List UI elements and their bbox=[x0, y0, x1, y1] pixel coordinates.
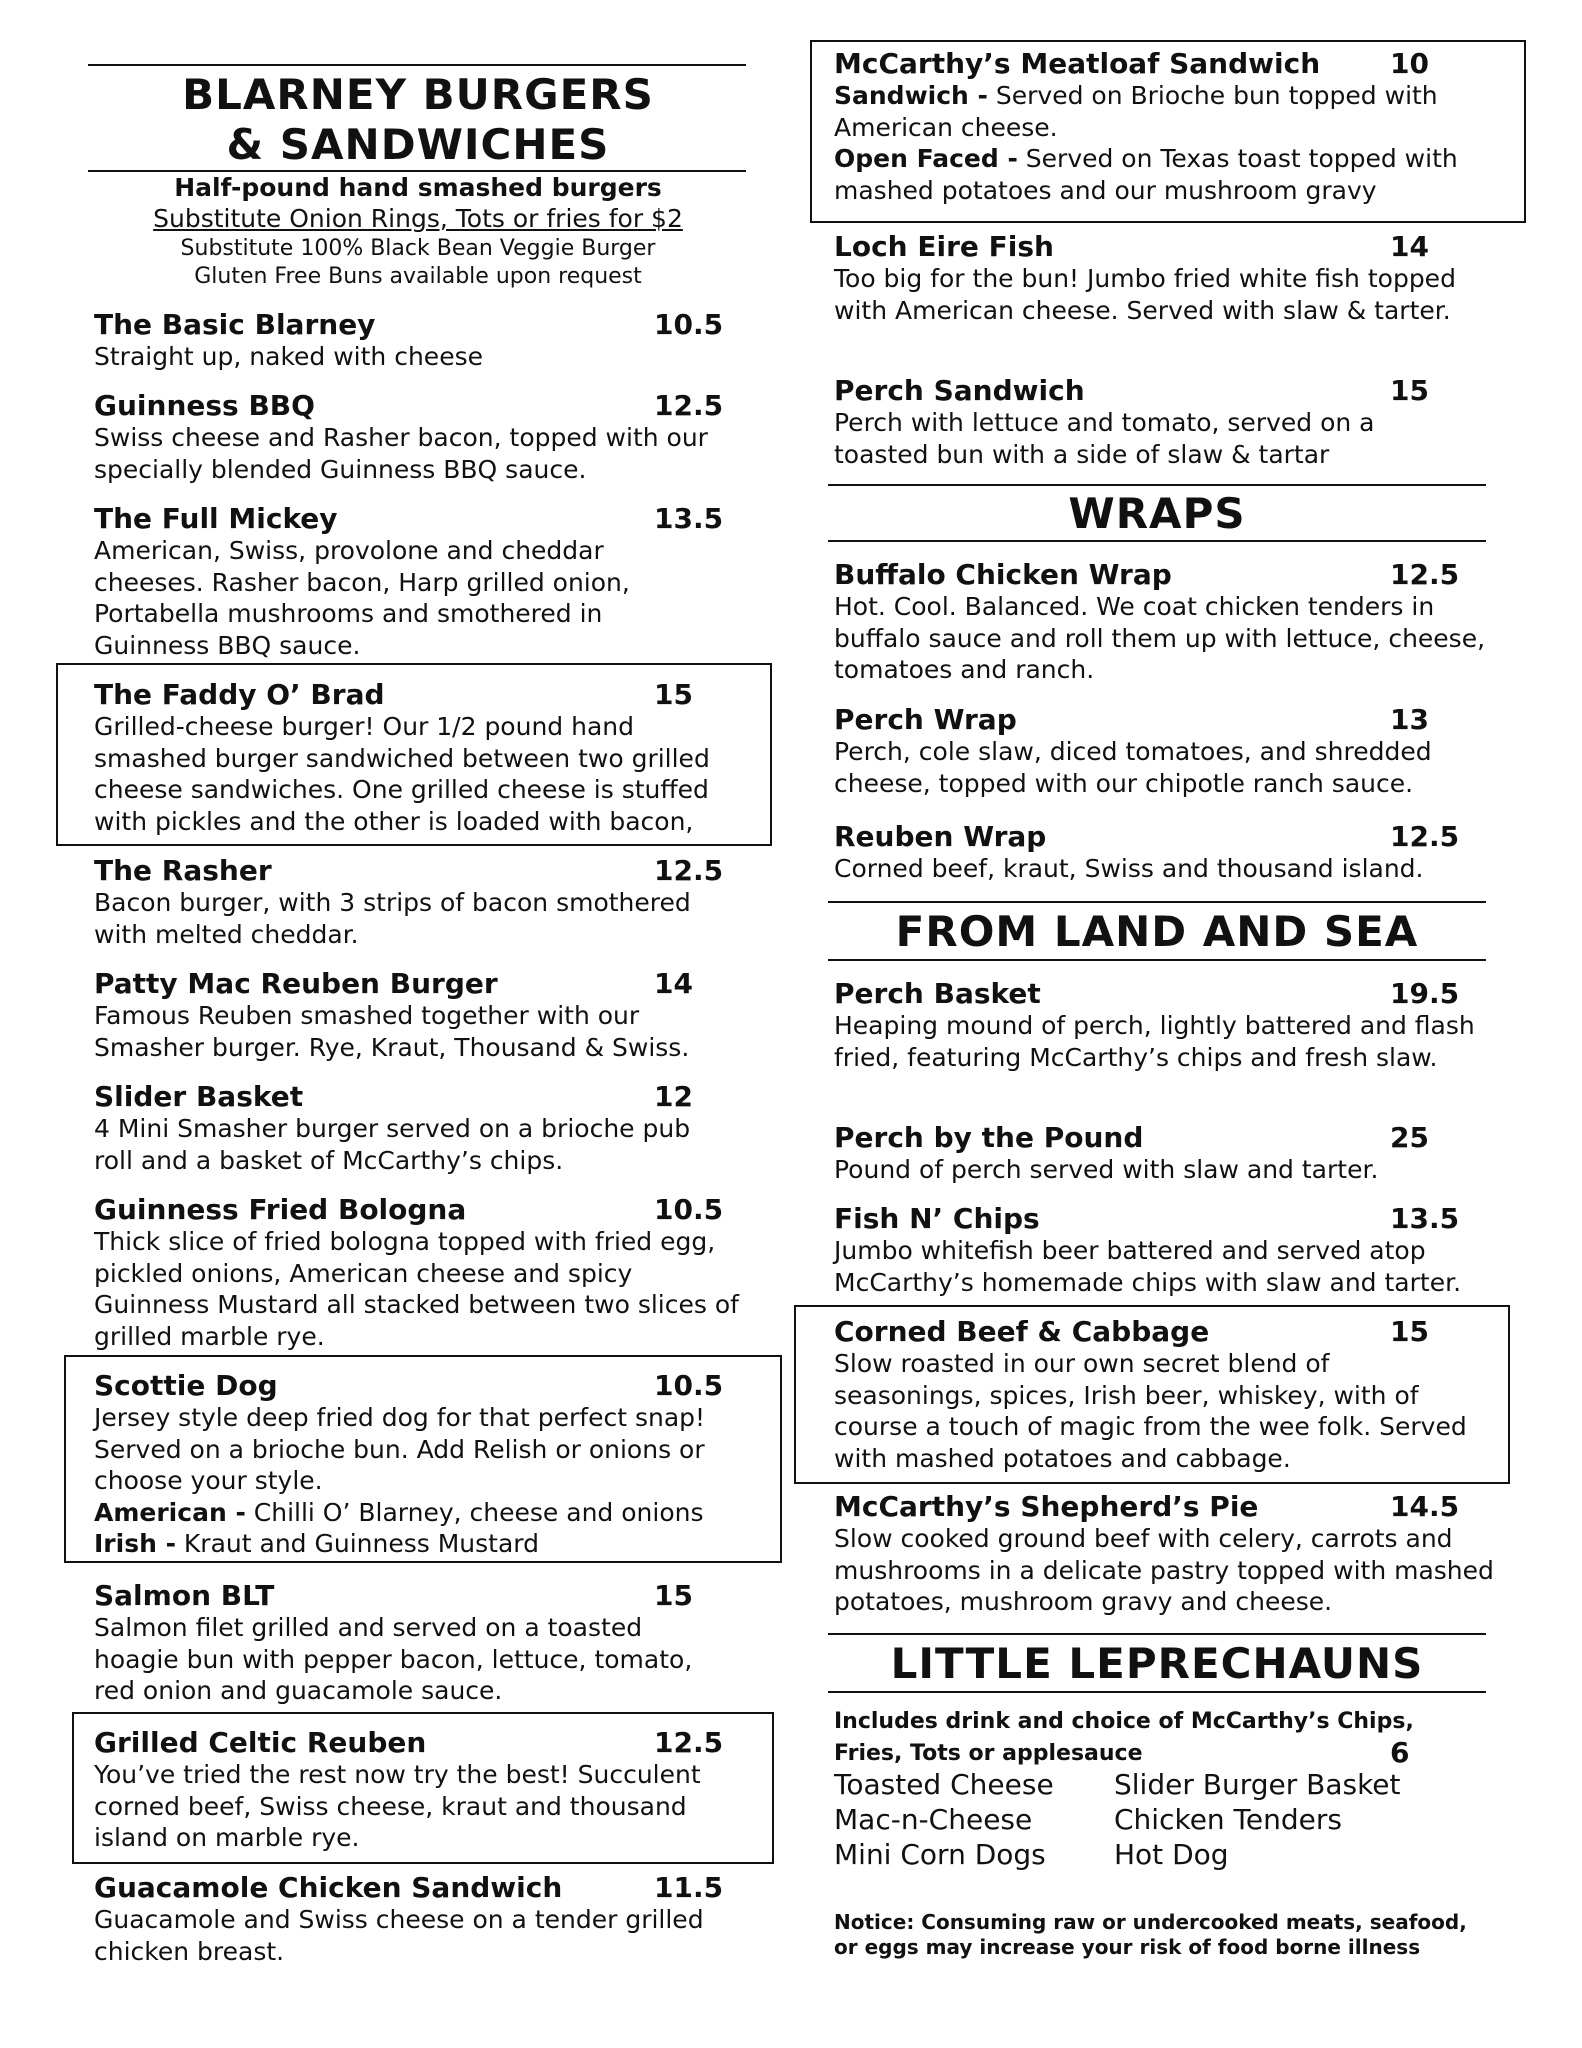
item-name: Slider Basket bbox=[94, 1080, 304, 1113]
item-name: The Full Mickey bbox=[94, 502, 338, 535]
item-description: Corned beef, kraut, Swiss and thousand island. bbox=[834, 854, 1424, 883]
item-name: The Faddy O’ Brad bbox=[94, 678, 385, 711]
menu-item-guacamole-chicken bbox=[94, 1871, 744, 1967]
item-description: Swiss cheese and Rasher bacon, topped with our specially blended Guinness BBQ sauce. bbox=[94, 423, 708, 484]
item-name: The Basic Blarney bbox=[94, 308, 376, 341]
menu-item-loch-eire-fish bbox=[834, 230, 1498, 326]
section-title-little-leprechauns: LITTLE LEPRECHAUNS bbox=[890, 1639, 1424, 1688]
item-name: Loch Eire Fish bbox=[834, 230, 1054, 263]
item-name: Patty Mac Reuben Burger bbox=[94, 967, 498, 1000]
item-description: Straight up, naked with cheese bbox=[94, 342, 483, 371]
menu-item-perch-by-the-pound bbox=[834, 1121, 1498, 1186]
item-description: Heaping mound of perch, lightly battered and flash fried, featuring McCarthy’s chips and fresh slaw. bbox=[834, 1011, 1475, 1072]
menu-item-patty-mac-reuben bbox=[94, 967, 744, 1063]
option-label: Sandwich - bbox=[834, 81, 988, 110]
title-divider bbox=[88, 170, 746, 172]
menu-item-perch-basket bbox=[834, 977, 1498, 1073]
item-description: Perch with lettuce and tomato, served on a toasted bun with a side of slaw & tartar bbox=[834, 408, 1375, 469]
item-price: 12.5 bbox=[654, 389, 724, 422]
option-text: Chilli O’ Blarney, cheese and onions bbox=[245, 1497, 704, 1527]
wraps-top-divider bbox=[828, 484, 1486, 486]
item-name: McCarthy’s Shepherd’s Pie bbox=[834, 1490, 1259, 1523]
item-name: Guinness BBQ bbox=[94, 389, 315, 422]
item-description: Bacon burger, with 3 strips of bacon smothered with melted cheddar. bbox=[94, 888, 691, 949]
menu-item-corned-beef-cabbage bbox=[834, 1315, 1474, 1474]
item-price: 15 bbox=[1390, 374, 1429, 407]
item-description: Famous Reuben smashed together with our Smasher burger. Rye, Kraut, Thousand & Swiss. bbox=[94, 1001, 690, 1062]
item-name: Fish N’ Chips bbox=[834, 1202, 1040, 1235]
food-safety-notice-line1: Notice: Consuming raw or undercooked meats, seafood, bbox=[834, 1910, 1467, 1934]
kids-item: Toasted Cheese bbox=[834, 1768, 1054, 1801]
kids-top-divider bbox=[828, 1633, 1486, 1635]
item-option-open-faced bbox=[834, 143, 1494, 206]
item-option-irish bbox=[94, 1528, 744, 1560]
item-name: Scottie Dog bbox=[94, 1369, 278, 1402]
kids-price: 6 bbox=[1390, 1736, 1410, 1769]
item-description: Salmon filet grilled and served on a toasted hoagie bun with pepper bacon, lettuce, tomato, red onion and guacamole sauce. bbox=[94, 1613, 693, 1705]
menu-item-perch-wrap bbox=[834, 703, 1498, 799]
menu-item-slider-basket bbox=[94, 1080, 724, 1176]
kids-item: Chicken Tenders bbox=[1114, 1803, 1342, 1836]
item-name: The Rasher bbox=[94, 854, 272, 887]
item-price: 15 bbox=[654, 1579, 693, 1612]
subtitle-gluten-free: Gluten Free Buns available upon request bbox=[194, 264, 642, 289]
kids-includes-line1: Includes drink and choice of McCarthy’s Chips, bbox=[834, 1709, 1414, 1734]
subtitle-veggie-burger: Substitute 100% Black Bean Veggie Burger bbox=[180, 236, 656, 261]
item-name: Perch by the Pound bbox=[834, 1121, 1144, 1154]
item-name: Corned Beef & Cabbage bbox=[834, 1315, 1210, 1348]
item-price: 25 bbox=[1390, 1121, 1429, 1154]
item-price: 10 bbox=[1390, 47, 1429, 80]
kids-item: Slider Burger Basket bbox=[1114, 1768, 1401, 1801]
item-description: Thick slice of fried bologna topped with fried egg, pickled onions, American cheese and spicy Guinness Mustard all stacked between two slices of grilled marble rye. bbox=[94, 1227, 739, 1351]
section-title-land-and-sea: FROM LAND AND SEA bbox=[895, 907, 1419, 956]
menu-item-guinness-bbq bbox=[94, 389, 744, 485]
item-description: Too big for the bun! Jumbo fried white fish topped with American cheese. Served with slaw & tarter. bbox=[834, 264, 1456, 325]
item-price: 14 bbox=[654, 967, 693, 1000]
item-option-sandwich bbox=[834, 80, 1494, 143]
land-sea-top-divider bbox=[828, 901, 1486, 903]
item-name: Guacamole Chicken Sandwich bbox=[94, 1871, 563, 1904]
option-text: Served on Brioche bun topped with American cheese. bbox=[834, 81, 1438, 142]
kids-includes-line2: Fries, Tots or applesauce bbox=[834, 1741, 1143, 1766]
section-title-burgers-line2: & SANDWICHES bbox=[226, 120, 610, 169]
top-divider bbox=[88, 64, 746, 66]
kids-item: Hot Dog bbox=[1114, 1838, 1229, 1871]
wraps-bottom-divider bbox=[828, 540, 1486, 542]
item-price: 12 bbox=[654, 1080, 693, 1113]
item-price: 19.5 bbox=[1390, 977, 1460, 1010]
food-safety-notice-line2: or eggs may increase your risk of food borne illness bbox=[834, 1935, 1421, 1959]
item-description: You’ve tried the rest now try the best! Succulent corned beef, Swiss cheese, kraut and thousand island on marble rye. bbox=[94, 1760, 701, 1852]
item-price: 15 bbox=[1390, 1315, 1429, 1348]
item-price: 11.5 bbox=[654, 1871, 724, 1904]
option-text: Kraut and Guinness Mustard bbox=[175, 1529, 539, 1558]
section-title-burgers-line1: BLARNEY BURGERS bbox=[182, 70, 654, 119]
item-option-american bbox=[94, 1497, 744, 1529]
option-text: Served on Texas toast topped with mashed potatoes and our mushroom gravy bbox=[834, 144, 1458, 205]
menu-item-fish-n-chips bbox=[834, 1202, 1498, 1298]
item-description: Jumbo whitefish beer battered and served atop McCarthy’s homemade chips with slaw and tarter. bbox=[834, 1236, 1462, 1297]
menu-item-reuben-wrap bbox=[834, 820, 1498, 885]
item-description: Jersey style deep fried dog for that perfect snap! Served on a brioche bun. Add Relish or onions or choose your style. bbox=[94, 1403, 706, 1495]
menu-item-salmon-blt bbox=[94, 1579, 724, 1707]
kids-bottom-divider bbox=[828, 1691, 1486, 1693]
item-price: 12.5 bbox=[1390, 558, 1460, 591]
option-label: American - bbox=[94, 1497, 246, 1527]
item-name: Grilled Celtic Reuben bbox=[94, 1726, 427, 1759]
item-price: 13.5 bbox=[654, 502, 724, 535]
item-price: 10.5 bbox=[654, 1369, 724, 1402]
menu-item-meatloaf-sandwich bbox=[834, 47, 1494, 206]
menu-item-rasher bbox=[94, 854, 724, 950]
item-price: 14 bbox=[1390, 230, 1429, 263]
menu-item-faddy-o-brad bbox=[94, 678, 744, 837]
item-description: Slow roasted in our own secret blend of seasonings, spices, Irish beer, whiskey, with of course a touch of magic from the wee folk. Served with mashed potatoes and cabbage. bbox=[834, 1349, 1467, 1473]
subtitle-half-pound: Half-pound hand smashed burgers bbox=[174, 173, 662, 202]
menu-item-scottie-dog bbox=[94, 1369, 744, 1560]
item-name: Perch Sandwich bbox=[834, 374, 1085, 407]
menu-item-shepherds-pie bbox=[834, 1490, 1498, 1618]
item-price: 10.5 bbox=[654, 308, 724, 341]
menu-item-guinness-fried-bologna bbox=[94, 1193, 754, 1352]
item-price: 12.5 bbox=[654, 1726, 724, 1759]
kids-item: Mac-n-Cheese bbox=[834, 1803, 1033, 1836]
item-price: 13.5 bbox=[1390, 1202, 1460, 1235]
menu-item-perch-sandwich bbox=[834, 374, 1434, 470]
item-name: Guinness Fried Bologna bbox=[94, 1193, 467, 1226]
item-name: Perch Basket bbox=[834, 977, 1041, 1010]
item-description: 4 Mini Smasher burger served on a brioche pub roll and a basket of McCarthy’s chips. bbox=[94, 1114, 691, 1175]
option-label: Irish - bbox=[94, 1529, 176, 1558]
item-name: Reuben Wrap bbox=[834, 820, 1047, 853]
item-price: 12.5 bbox=[654, 854, 724, 887]
item-description: Perch, cole slaw, diced tomatoes, and shredded cheese, topped with our chipotle ranch sauce. bbox=[834, 737, 1432, 798]
item-name: McCarthy’s Meatloaf Sandwich bbox=[834, 47, 1321, 80]
item-name: Perch Wrap bbox=[834, 703, 1017, 736]
kids-item: Mini Corn Dogs bbox=[834, 1838, 1046, 1871]
item-price: 13 bbox=[1390, 703, 1429, 736]
section-title-wraps: WRAPS bbox=[1068, 489, 1246, 538]
item-description: Grilled-cheese burger! Our 1/2 pound hand smashed burger sandwiched between two grilled cheese sandwiches. One grilled cheese is stuffed with pickles and the other is loaded with bacon, bbox=[94, 712, 710, 836]
item-price: 12.5 bbox=[1390, 820, 1460, 853]
item-description: Hot. Cool. Balanced. We coat chicken tenders in buffalo sauce and roll them up with lettuce, cheese, tomatoes and ranch. bbox=[834, 592, 1486, 684]
item-description: Guacamole and Swiss cheese on a tender grilled chicken breast. bbox=[94, 1905, 704, 1966]
menu-item-grilled-celtic-reuben bbox=[94, 1726, 744, 1854]
item-price: 10.5 bbox=[654, 1193, 724, 1226]
menu-item-buffalo-chicken-wrap bbox=[834, 558, 1498, 686]
item-name: Buffalo Chicken Wrap bbox=[834, 558, 1172, 591]
item-description: Pound of perch served with slaw and tarter. bbox=[834, 1155, 1379, 1184]
menu-item-full-mickey bbox=[94, 502, 724, 661]
subtitle-substitute-sides: Substitute Onion Rings, Tots or fries for $2 bbox=[153, 204, 683, 233]
item-price: 14.5 bbox=[1390, 1490, 1460, 1523]
option-label: Open Faced - bbox=[834, 144, 1018, 173]
item-description: Slow cooked ground beef with celery, carrots and mushrooms in a delicate pastry topped with mashed potatoes, mushroom gravy and cheese. bbox=[834, 1524, 1494, 1616]
item-price: 15 bbox=[654, 678, 693, 711]
menu-item-basic-blarney bbox=[94, 308, 744, 373]
item-name: Salmon BLT bbox=[94, 1579, 275, 1612]
land-sea-bottom-divider bbox=[828, 959, 1486, 961]
item-description: American, Swiss, provolone and cheddar cheeses. Rasher bacon, Harp grilled onion, Portabella mushrooms and smothered in Guinness BBQ sauce. bbox=[94, 536, 630, 660]
